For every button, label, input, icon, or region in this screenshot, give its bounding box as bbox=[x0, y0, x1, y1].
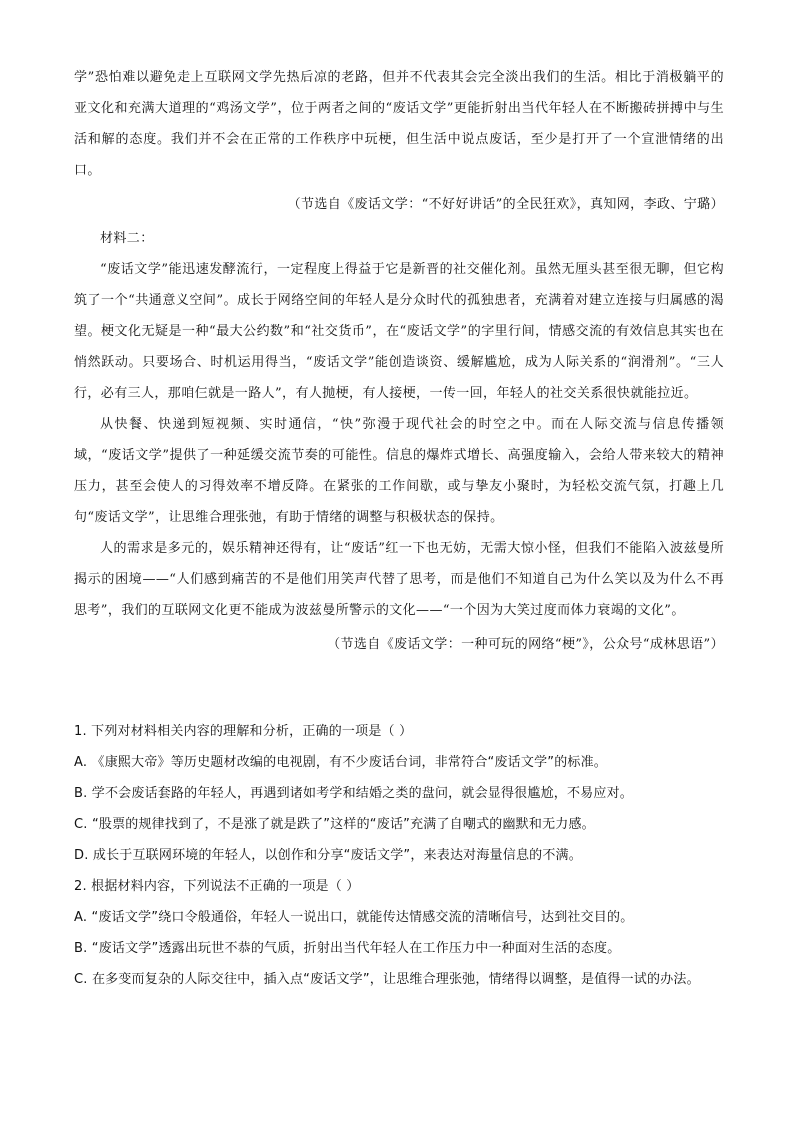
question-2-option-c: C. 在多变而复杂的人际交往中，插入点“废话文学”，让思维合理张弛，情绪得以调整，是值得一试的办法。 bbox=[74, 972, 700, 987]
material-two-source: （节选自《废话文学：一种可玩的网络“梗”》，公众号“成林思语”） bbox=[327, 637, 724, 652]
question-1-option-a: A. 《康熙大帝》等历史题材改编的电视剧，有不少废话台词，非常符合“废话文学”的标准。 bbox=[74, 755, 607, 770]
question-1-option-d: D. 成长于互联网环境的年轻人，以创作和分享“废话文学”，来表达对海量信息的不满。 bbox=[74, 848, 582, 863]
question-2-option-b: B. “废话文学”透露出玩世不恭的气质，折射出当代年轻人在工作压力中一种面对生活的态度。 bbox=[74, 941, 621, 956]
material-two-paragraph-2: 从快餐、快递到短视频、实时通信，“快”弥漫于现代社会的时空之中。而在人际交流与信息传播领域，“废话文学”提供了一种延缓交流节奏的可能性。信息的爆炸式增长、高强度输入，会给人带来较大的精神压力，甚至会使人的习得效率不增反降。在紧张的工作间歇，或与挚友小聚时，为轻松交流气氛，打趣上几句“废话文学”，让思维合理张弛，有助于情绪的调整与积极状态的保持。 bbox=[74, 417, 724, 525]
question-1-option-c: C. “股票的规律找到了，不是涨了就是跌了”这样的“废话”充满了自嘲式的幽默和无力感。 bbox=[74, 817, 595, 832]
material-one-continuation: 学”恐怕难以避免走上互联网文学先热后凉的老路，但并不代表其会完全淡出我们的生活。相比于消极躺平的亚文化和充满大道理的“鸡汤文学”，位于两者之间的“废话文学”更能折射出当代年轻人在不断搬砖拼搏中与生活和解的态度。我们并不会在正常的工作秩序中玩梗，但生活中说点废话，至少是打开了一个宣泄情绪的出口。 bbox=[74, 70, 724, 178]
material-one-source: （节选自《废话文学：“不好好讲话”的全民狂欢》，真知网，李政、宁璐） bbox=[287, 197, 724, 212]
material-two-label: 材料二： bbox=[100, 231, 154, 246]
reading-material bbox=[74, 62, 724, 660]
question-1-stem: 1. 下列对材料相关内容的理解和分析，正确的一项是（ ） bbox=[74, 724, 413, 739]
question-2-option-a: A. “废话文学”绕口令般通俗，年轻人一说出口，就能传达情感交流的清晰信号，达到社交目的。 bbox=[74, 910, 634, 925]
question-section bbox=[74, 716, 724, 995]
material-two-paragraph-1: “废话文学”能迅速发酵流行，一定程度上得益于它是新晋的社交催化剂。虽然无厘头甚至很无聊，但它构筑了一个“共通意义空间”。成长于网络空间的年轻人是分众时代的孤独患者，充满着对建立连接与归属感的渴望。梗文化无疑是一种“最大公约数”和“社交货币”，在“废话文学”的字里行间，情感交流的有效信息其实也在悄然跃动。只要场合、时机运用得当，“废话文学”能创造谈资、缓解尴尬，成为人际关系的“润滑剂”。“三人行，必有三人，那咱仨就是一路人”，有人抛梗，有人接梗，一传一回，年轻人的社交关系很快就能拉近。 bbox=[74, 262, 724, 401]
question-2-stem: 2. 根据材料内容，下列说法不正确的一项是（ ） bbox=[74, 879, 360, 894]
material-two-paragraph-3: 人的需求是多元的，娱乐精神还得有，让“废话”红一下也无妨，无需大惊小怪，但我们不能陷入波兹曼所揭示的困境——“人们感到痛苦的不是他们用笑声代替了思考，而是他们不知道自己为什么笑以及为什么不再思考”，我们的互联网文化更不能成为波兹曼所警示的文化——“一个因为大笑过度而体力衰竭的文化”。 bbox=[74, 541, 724, 618]
question-1-option-b: B. 学不会废话套路的年轻人，再遇到诸如考学和结婚之类的盘问，就会显得很尴尬，不易应对。 bbox=[74, 786, 633, 801]
